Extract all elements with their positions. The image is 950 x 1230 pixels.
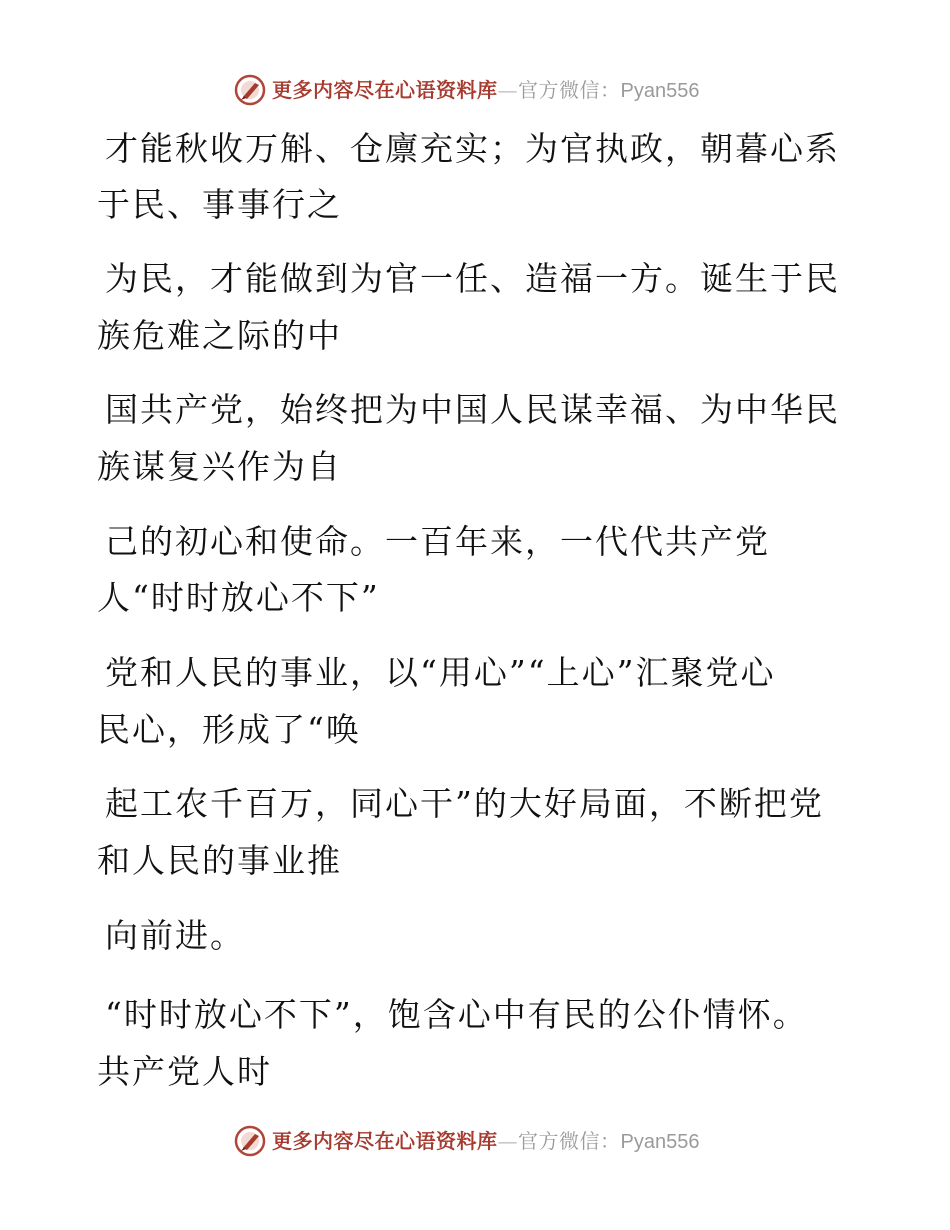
text-line: 为民，才能做到为官一任、造福一方。诞生于民	[105, 259, 840, 298]
text-line: 己的初心和使命。一百年来，一代代共产党	[105, 522, 770, 561]
text-line: 共产党人时	[97, 1052, 272, 1091]
text-line: 族危难之际的中	[97, 316, 342, 355]
wechat-label: 官方微信：	[518, 78, 621, 102]
dash: —	[497, 78, 518, 102]
brand-text: 更多内容尽在心语资料库	[272, 1129, 498, 1153]
brand-text: 更多内容尽在心语资料库	[272, 78, 498, 102]
text-line: 民心，形成了“唤	[97, 710, 361, 749]
text-line: 起工农千百万，同心干”的大好局面，不断把党	[105, 784, 824, 823]
text-line: 人“时时放心不下”	[97, 578, 380, 617]
pen-nib-logo-icon	[233, 73, 267, 107]
wechat-id: Pyan556	[620, 80, 700, 102]
dash: —	[497, 1129, 518, 1153]
text-line: 于民、事事行之	[97, 185, 342, 224]
text-line: 向前进。	[105, 916, 245, 955]
wechat-label: 官方微信：	[518, 1129, 621, 1153]
watermark-text	[272, 1128, 699, 1155]
text-line: 族谋复兴作为自	[97, 447, 342, 486]
text-line: 党和人民的事业，以“用心”“上心”汇聚党心	[105, 653, 776, 692]
footer-watermark	[0, 1121, 950, 1161]
wechat-id: Pyan556	[620, 1131, 700, 1153]
header-watermark	[0, 70, 950, 110]
text-line: 和人民的事业推	[97, 841, 342, 880]
text-line: 国共产党，始终把为中国人民谋幸福、为中华民	[105, 390, 840, 429]
watermark-text	[272, 77, 699, 104]
pen-nib-logo-icon	[233, 1124, 267, 1158]
text-line: “时时放心不下”，饱含心中有民的公仆情怀。	[105, 995, 808, 1034]
text-line: 才能秋收万斛、仓廪充实；为官执政，朝暮心系	[105, 129, 840, 168]
